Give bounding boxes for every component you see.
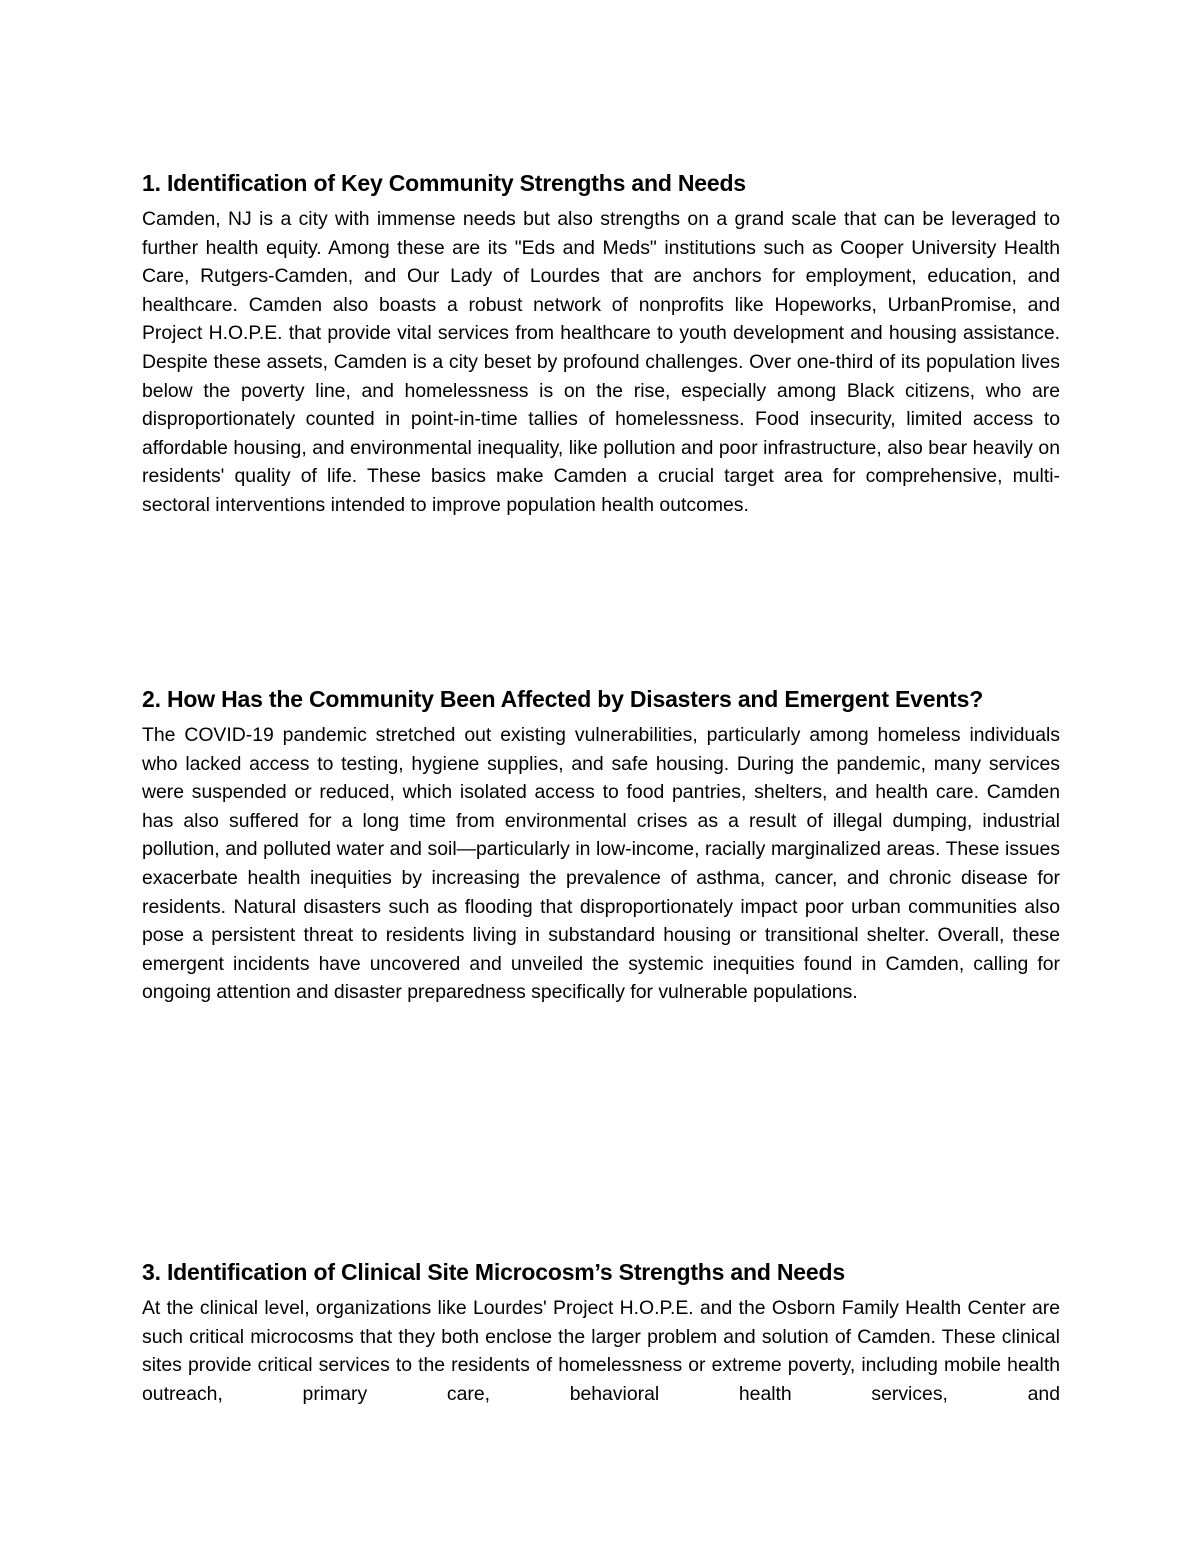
section-disasters-emergent-events xyxy=(142,682,1060,1007)
section-body: Camden, NJ is a city with immense needs but also strengths on a grand scale that can be leveraged to further health equity. Among these are its "Eds and Meds" institutions such as Cooper University Health Care, Rutgers-Camden, and Our Lady of Lourdes that are anchors for employment, education, and healthcare. Camden also boasts a robust network of nonprofits like Hopeworks, UrbanPromise, and Project H.O.P.E. that provide vital services from healthcare to youth development and housing assistance. Despite these assets, Camden is a city beset by profound challenges. Over one-third of its population lives below the poverty line, and homelessness is on the rise, especially among Black citizens, who are disproportionately counted in point-in-time tallies of homelessness. Food insecurity, limited access to affordable housing, and environmental inequality, like pollution and poor infrastructure, also bear heavily on residents' quality of life. These basics make Camden a crucial target area for comprehensive, multi-sectoral interventions intended to improve population health outcomes. xyxy=(142,208,1060,516)
section-community-strengths-needs xyxy=(142,166,1060,520)
section-heading: 3. Identification of Clinical Site Microcosm’s Strengths and Needs xyxy=(142,1259,845,1285)
section-body: At the clinical level, organizations like Lourdes' Project H.O.P.E. and the Osborn Family Health Center are such critical microcosms that they both enclose the larger problem and solution of Camden. These clinical sites provide critical services to the residents of homelessness or extreme poverty, including mobile health outreach, primary care, behavioral health services, and xyxy=(142,1297,1060,1405)
section-heading: 1. Identification of Key Community Strengths and Needs xyxy=(142,170,746,196)
section-body: The COVID-19 pandemic stretched out existing vulnerabilities, particularly among homeless individuals who lacked access to testing, hygiene supplies, and safe housing. During the pandemic, many services were suspended or reduced, which isolated access to food pantries, shelters, and health care. Camden has also suffered for a long time from environmental crises as a result of illegal dumping, industrial pollution, and polluted water and soil—particularly in low-income, racially marginalized areas. These issues exacerbate health inequities by increasing the prevalence of asthma, cancer, and chronic disease for residents. Natural disasters such as flooding that disproportionately impact poor urban communities also pose a persistent threat to residents living in substandard housing or transitional shelter. Overall, these emergent incidents have uncovered and unveiled the systemic inequities found in Camden, calling for ongoing attention and disaster preparedness specifically for vulnerable populations. xyxy=(142,724,1060,1004)
section-clinical-site-microcosm xyxy=(142,1255,1060,1408)
section-heading: 2. How Has the Community Been Affected by Disasters and Emergent Events? xyxy=(142,686,984,712)
